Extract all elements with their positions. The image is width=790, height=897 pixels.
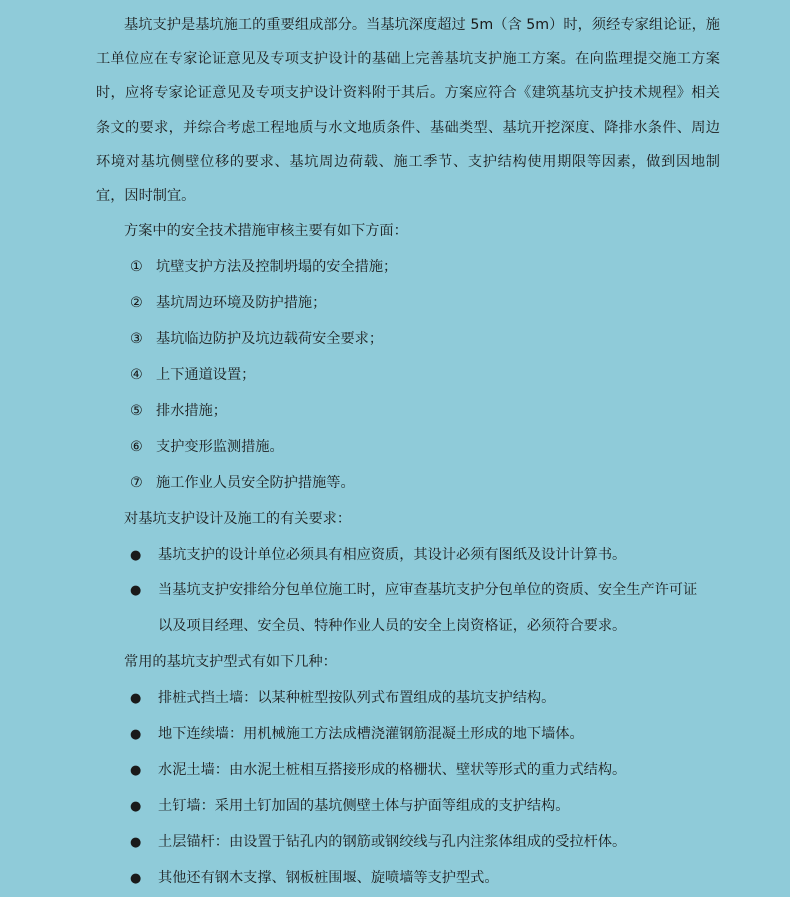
safety-lead: 方案中的安全技术措施审核主要有如下方面： (124, 223, 408, 240)
type-item (0, 824, 790, 860)
requirement-item (0, 573, 790, 644)
item-text: 当基坑支护安排给分包单位施工时，应审查基坑支护分包单位的资质、安全生产许可证以及项目经理、安全员、特种作业人员的安全上岗资格证，必须符合要求。 (158, 582, 698, 634)
item-text: 支护变形监测措施。 (156, 439, 284, 456)
item-number: ① (130, 259, 143, 276)
requirement-item (0, 537, 790, 573)
safety-item (0, 465, 790, 501)
bullet-icon: ● (130, 871, 142, 887)
intro-paragraph: 基坑支护是基坑施工的重要组成部分。当基坑深度超过 5m（含 5m）时，须经专家组论证，施工单位应在专家论证意见及专项支护设计的基础上完善基坑支护施工方案。在向监理提交施工方案时，应将专家论证意见及专项支护设计资料附于其后。方案应符合《建筑基坑支护技术规程》相关条文的要求，并综合考虑工程地质与水文地质条件、基础类型、基坑开挖深度、降排水条件、周边环境对基坑侧壁位移的要求、基坑周边荷载、施工季节、支护结构使用期限等因素，做到因地制宜，因时制宜。 (96, 17, 720, 205)
item-text: 基坑临边防护及坑边载荷安全要求； (156, 331, 384, 348)
bullet-icon: ● (130, 727, 142, 743)
types-lead: 常用的基坑支护型式有如下几种： (124, 654, 337, 671)
type-item (0, 752, 790, 788)
bullet-icon: ● (130, 799, 142, 815)
safety-item (0, 321, 790, 357)
item-number: ④ (130, 367, 143, 384)
item-text: 施工作业人员安全防护措施等。 (156, 475, 355, 492)
item-text: 其他还有钢木支撑、钢板桩围堰、旋喷墙等支护型式。 (158, 870, 499, 887)
safety-item (0, 285, 790, 321)
bullet-icon: ● (130, 763, 142, 779)
safety-item (0, 249, 790, 285)
type-item (0, 860, 790, 896)
type-item (0, 788, 790, 824)
safety-item (0, 357, 790, 393)
type-item (0, 716, 790, 752)
safety-item (0, 393, 790, 429)
item-number: ⑥ (130, 439, 143, 456)
item-text: 基坑支护的设计单位必须具有相应资质，其设计必须有图纸及设计计算书。 (158, 547, 627, 564)
item-text: 土钉墙：采用土钉加固的基坑侧壁土体与护面等组成的支护结构。 (158, 798, 570, 815)
item-text: 坑壁支护方法及控制坍塌的安全措施； (156, 259, 398, 276)
item-text: 基坑周边环境及防护措施； (156, 295, 327, 312)
type-item (0, 680, 790, 716)
item-text: 土层锚杆：由设置于钻孔内的钢筋或钢绞线与孔内注浆体组成的受拉杆体。 (158, 834, 627, 851)
item-text: 排桩式挡土墙：以某种桩型按队列式布置组成的基坑支护结构。 (158, 690, 556, 707)
safety-item (0, 429, 790, 465)
item-number: ② (130, 295, 143, 312)
item-number: ⑤ (130, 403, 143, 420)
item-text: 地下连续墙：用机械施工方法成槽浇灌钢筋混凝土形成的地下墙体。 (158, 726, 584, 743)
requirements-lead: 对基坑支护设计及施工的有关要求： (124, 511, 352, 528)
bullet-icon: ● (130, 548, 142, 564)
bullet-icon: ● (130, 835, 142, 851)
bullet-icon: ● (130, 583, 142, 599)
item-number: ③ (130, 331, 143, 348)
item-text: 排水措施； (156, 403, 227, 420)
item-number: ⑦ (130, 475, 143, 492)
item-text: 上下通道设置； (156, 367, 256, 384)
bullet-icon: ● (130, 691, 142, 707)
item-text: 水泥土墙：由水泥土桩相互搭接形成的格栅状、壁状等形式的重力式结构。 (158, 762, 627, 779)
